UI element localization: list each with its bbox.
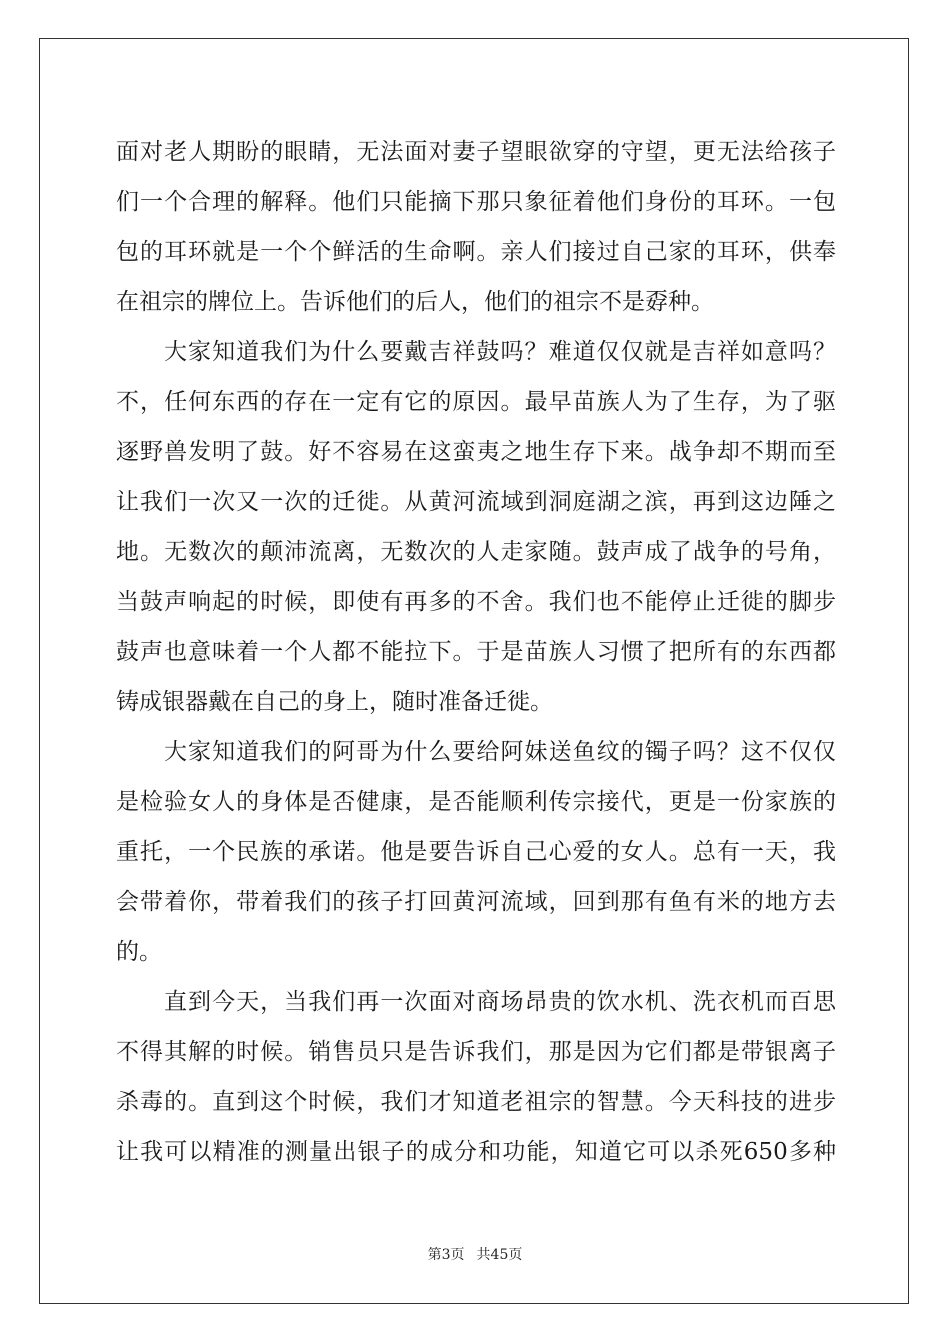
text-line: 让我们一次又一次的迁徙。从黄河流域到洞庭湖之滨，再到这边陲之 — [116, 489, 836, 515]
page-footer — [0, 1244, 950, 1264]
text-line: 让我可以精准的测量出银子的成分和功能，知道它可以杀死650多种 — [116, 1139, 836, 1165]
text-line: 地。无数次的颠沛流离，无数次的人走家随。鼓声成了战争的号角， — [116, 539, 836, 565]
text-line: 杀毒的。直到这个时候，我们才知道老祖宗的智慧。今天科技的进步 — [116, 1089, 836, 1115]
text-line: 不得其解的时候。销售员只是告诉我们，那是因为它们都是带银离子 — [116, 1039, 836, 1065]
text-line: 直到今天，当我们再一次面对商场昂贵的饮水机、洗衣机而百思 — [164, 989, 836, 1015]
text-line: 大家知道我们的阿哥为什么要给阿妹送鱼纹的镯子吗？这不仅仅 — [164, 739, 836, 765]
text-line: 铸成银器戴在自己的身上，随时准备迁徙。 — [116, 689, 553, 715]
page-total: 共45页 — [476, 1247, 523, 1263]
text-line: 在祖宗的牌位上。告诉他们的后人，他们的祖宗不是孬种。 — [116, 289, 714, 315]
text-line: 是检验女人的身体是否健康，是否能顺利传宗接代，更是一份家族的 — [116, 789, 836, 815]
text-line: 们一个合理的解释。他们只能摘下那只象征着他们身份的耳环。一包 — [116, 189, 836, 215]
text-line: 当鼓声响起的时候，即使有再多的不舍。我们也不能停止迁徙的脚步 — [116, 589, 836, 615]
text-line: 重托，一个民族的承诺。他是要告诉自己心爱的女人。总有一天，我 — [116, 839, 836, 865]
text-line: 的。 — [116, 939, 162, 965]
text-line: 包的耳环就是一个个鲜活的生命啊。亲人们接过自己家的耳环，供奉 — [116, 239, 836, 265]
document-body — [116, 127, 836, 1177]
text-line: 大家知道我们为什么要戴吉祥鼓吗？难道仅仅就是吉祥如意吗？ — [164, 339, 836, 365]
text-line: 鼓声也意味着一个人都不能拉下。于是苗族人习惯了把所有的东西都 — [116, 639, 836, 665]
text-line: 会带着你，带着我们的孩子打回黄河流域，回到那有鱼有米的地方去 — [116, 889, 836, 915]
page-number: 第3页 — [427, 1247, 465, 1263]
text-line: 面对老人期盼的眼睛，无法面对妻子望眼欲穿的守望，更无法给孩子 — [116, 139, 836, 165]
text-line: 逐野兽发明了鼓。好不容易在这蛮夷之地生存下来。战争却不期而至 — [116, 439, 836, 465]
text-line: 不，任何东西的存在一定有它的原因。最早苗族人为了生存，为了驱 — [116, 389, 836, 415]
